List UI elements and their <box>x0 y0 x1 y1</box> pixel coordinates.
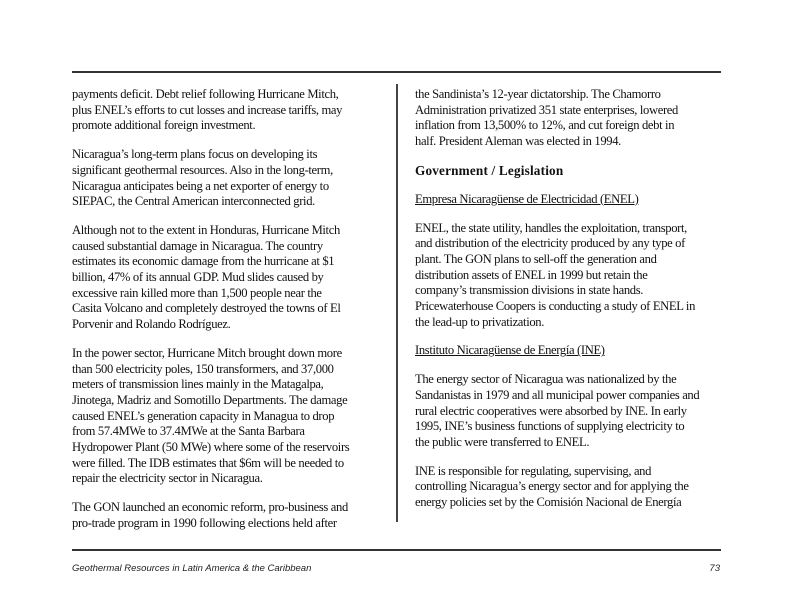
text-line: rural electric cooperatives were absorbed by INE. In early <box>415 403 687 418</box>
column-divider <box>396 84 398 522</box>
text-line: Hydropower Plant (50 MWe) where some of the reservoirs <box>72 440 350 455</box>
paragraph <box>72 223 392 333</box>
text-line: the lead-up to privatization. <box>415 314 545 329</box>
text-line: payments deficit. Debt relief following Hurricane Mitch, <box>72 87 339 101</box>
text-line: Administration privatized 351 state enterprises, lowered <box>415 102 678 117</box>
text-line: caused ENEL’s generation capacity in Managua to drop <box>72 408 335 423</box>
text-line: inflation from 13,500% to 12%, and cut foreign debt in <box>415 118 675 133</box>
text-line: Sandanistas in 1979 and all municipal power companies and <box>415 387 700 402</box>
text-line: distribution assets of ENEL in 1999 but retain the <box>415 267 648 282</box>
text-line: promote additional foreign investment. <box>72 118 256 133</box>
paragraph <box>415 372 735 451</box>
paragraph <box>72 346 392 487</box>
text-line: estimates its economic damage from the hurricane at $1 <box>72 254 335 269</box>
text-line: were filled. The IDB estimates that $6m will be needed to <box>72 455 344 470</box>
text-line: company’s transmission divisions in state hands. <box>415 283 644 298</box>
text-line: significant geothermal resources. Also in the long-term, <box>72 162 333 177</box>
text-line: excessive rain killed more than 1,500 people near the <box>72 285 322 300</box>
text-line: meters of transmission lines mainly in the Matagalpa, <box>72 377 324 392</box>
paragraph <box>72 500 392 531</box>
header-rule <box>72 71 721 73</box>
text-line: plus ENEL’s efforts to cut losses and increase tariffs, may <box>72 102 343 117</box>
text-line: 1995, INE’s business functions of supplying electricity to <box>415 419 685 434</box>
paragraph <box>415 464 735 511</box>
text-line: the public were transferred to ENEL. <box>415 434 590 449</box>
text-line: Nicaragua anticipates being a net exporter of energy to <box>72 178 329 193</box>
text-line: energy policies set by the Comisión Nacional de Energía <box>415 495 682 510</box>
paragraph <box>72 87 392 134</box>
text-line: caused substantial damage in Nicaragua. The country <box>72 238 323 253</box>
text-line: plant. The GON plans to sell-off the generation and <box>415 251 657 266</box>
footer-title: Geothermal Resources in Latin America & the Caribbean <box>72 563 312 574</box>
paragraph <box>415 87 735 150</box>
text-line: SIEPAC, the Central American interconnected grid. <box>72 194 315 209</box>
right-column <box>415 87 735 524</box>
text-line: Porvenir and Rolando Rodríguez. <box>72 317 231 332</box>
text-line: repair the electricity sector in Nicaragua. <box>72 471 263 486</box>
text-line: Although not to the extent in Honduras, Hurricane Mitch <box>72 222 340 237</box>
text-line: Jinotega, Madriz and Somotillo Departments. The damage <box>72 392 348 407</box>
text-line: In the power sector, Hurricane Mitch brought down more <box>72 345 342 360</box>
text-line: and distribution of the electricity produced by any type of <box>415 236 685 251</box>
paragraph <box>72 147 392 210</box>
text-line: the Sandinista’s 12-year dictatorship. The Chamorro <box>415 87 661 101</box>
section-heading: Government / Legislation <box>415 162 564 178</box>
text-line: Pricewaterhouse Coopers is conducting a study of ENEL in <box>415 299 696 314</box>
text-line: Casita Volcano and completely destroyed the towns of El <box>72 301 341 316</box>
text-line: billion, 47% of its annual GDP. Mud slides caused by <box>72 270 324 285</box>
text-line: pro-trade program in 1990 following elections held after <box>72 515 337 530</box>
text-line: than 500 electricity poles, 150 transformers, and 37,000 <box>72 361 334 376</box>
subsection-title-ine: Instituto Nicaragüense de Energía (INE) <box>415 343 605 358</box>
text-line: The energy sector of Nicaragua was nationalized by the <box>415 372 677 387</box>
text-line: The GON launched an economic reform, pro-business and <box>72 500 348 515</box>
text-line: Nicaragua’s long-term plans focus on developing its <box>72 147 318 162</box>
text-line: ENEL, the state utility, handles the exploitation, transport, <box>415 220 687 235</box>
subsection-title-enel: Empresa Nicaragüense de Electricidad (ENEL) <box>415 191 639 206</box>
paragraph <box>415 221 735 331</box>
text-line: INE is responsible for regulating, supervising, and <box>415 463 652 478</box>
text-line: from 57.4MWe to 37.4MWe at the Santa Barbara <box>72 424 305 439</box>
text-line: half. President Aleman was elected in 1994. <box>415 134 621 149</box>
text-line: controlling Nicaragua’s energy sector and for applying the <box>415 479 689 494</box>
left-column <box>72 87 392 545</box>
footer-rule <box>72 549 721 551</box>
page-number: 73 <box>709 563 720 574</box>
